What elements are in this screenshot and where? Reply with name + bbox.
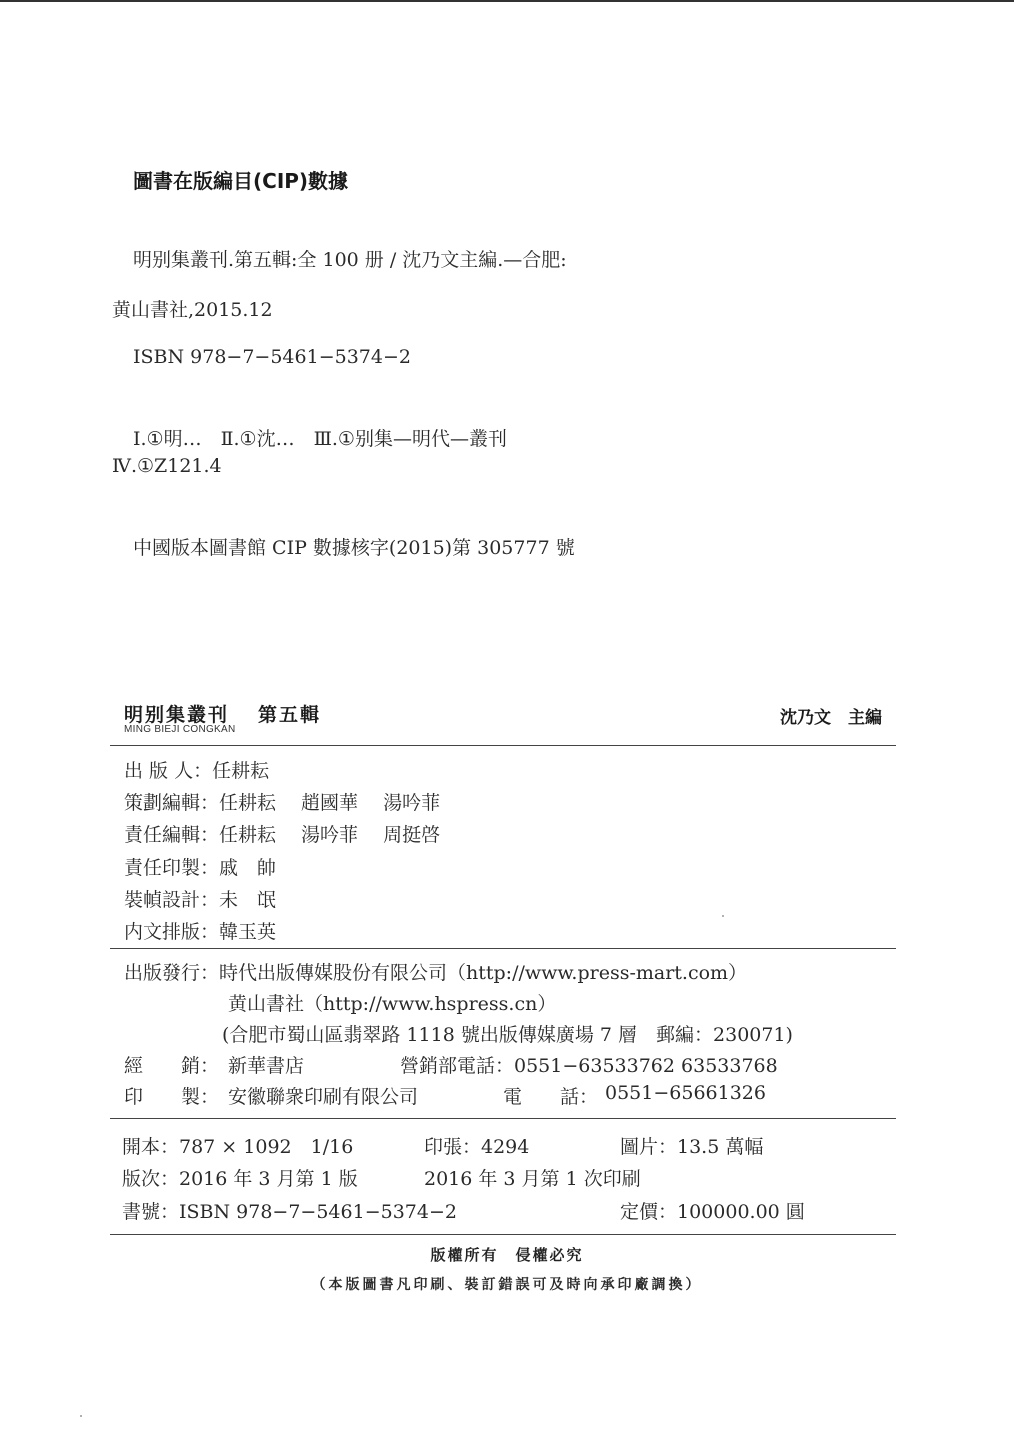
spec-plates: 圖片：13.5 萬幅 — [620, 1136, 764, 1158]
copyright-notice: 版權所有 侵權必究 — [430, 1246, 584, 1264]
sales-phone: 營銷部電話：0551−63533762 63533768 — [400, 1055, 778, 1077]
divider-rule — [110, 745, 896, 746]
spec-edition: 版次：2016 年 3 月第 1 版 — [122, 1168, 358, 1190]
cip-entry-line1: 明别集叢刊.第五輯:全 100 册 / 沈乃文主編.—合肥: — [133, 249, 567, 271]
cip-approval-number: 中國版本圖書館 CIP 數據核字(2015)第 305777 號 — [133, 537, 575, 559]
scan-speck — [80, 1415, 82, 1417]
printer-label: 印 製： — [124, 1086, 220, 1108]
cip-classification-line1: Ⅰ.①明… Ⅱ.①沈… Ⅲ.①别集—明代—叢刊 — [133, 428, 507, 450]
series-title: 明别集叢刊 — [124, 704, 230, 726]
publisher-address: (合肥市蜀山區翡翠路 1118 號出版傳媒廣場 7 層 郵編：230071) — [222, 1024, 793, 1046]
divider-rule — [110, 948, 896, 949]
credit-typesetting: 内文排版：韓玉英 — [124, 921, 277, 943]
publisher-distributor: 出版發行：時代出版傳媒股份有限公司（http://www.press-mart.com） — [124, 962, 748, 984]
credit-print-supervisor: 責任印製：戚 帥 — [124, 857, 277, 879]
divider-rule — [110, 1118, 896, 1119]
credit-responsible-editors: 責任編輯：任耕耘 湯吟菲 周挺啓 — [124, 824, 441, 846]
series-pinyin: MING BIEJI CONGKAN — [124, 724, 236, 735]
phone-label: 電 話： — [503, 1086, 599, 1108]
cip-heading: 圖書在版編目(CIP)數據 — [133, 169, 349, 193]
spec-printing: 2016 年 3 月第 1 次印刷 — [424, 1168, 641, 1190]
spec-book-number: 書號：ISBN 978−7−5461−5374−2 — [122, 1201, 457, 1223]
series-volume: 第五輯 — [258, 704, 322, 726]
credit-planning-editors: 策劃編輯：任耕耘 趙國華 湯吟菲 — [124, 792, 441, 814]
scan-speck — [722, 915, 724, 917]
cip-entry-line2: 黄山書社,2015.12 — [112, 299, 273, 321]
imprint-name: 黄山書社（http://www.hspress.cn） — [228, 993, 557, 1015]
seller-label: 經 銷： — [124, 1055, 220, 1077]
spec-price: 定價：100000.00 圓 — [620, 1201, 805, 1223]
top-border-rule — [0, 0, 1014, 2]
phone-number: 0551−65661326 — [605, 1082, 766, 1104]
credit-binding-design: 裝幀設計：未 氓 — [124, 889, 277, 911]
divider-rule — [110, 1234, 896, 1235]
spec-sheets: 印張：4294 — [424, 1136, 530, 1158]
spec-format: 開本：787 × 1092 1/16 — [122, 1136, 354, 1158]
replacement-notice: （本版圖書凡印刷、裝訂錯誤可及時向承印廠調換） — [311, 1277, 703, 1293]
printer-name: 安徽聯衆印刷有限公司 — [228, 1086, 419, 1108]
credit-publisher: 出 版 人：任耕耘 — [124, 760, 270, 782]
cip-classification-line2: Ⅳ.①Z121.4 — [112, 455, 222, 477]
seller-name: 新華書店 — [228, 1055, 305, 1077]
chief-editor: 沈乃文 主編 — [780, 708, 882, 728]
cip-isbn: ISBN 978−7−5461−5374−2 — [133, 346, 411, 368]
